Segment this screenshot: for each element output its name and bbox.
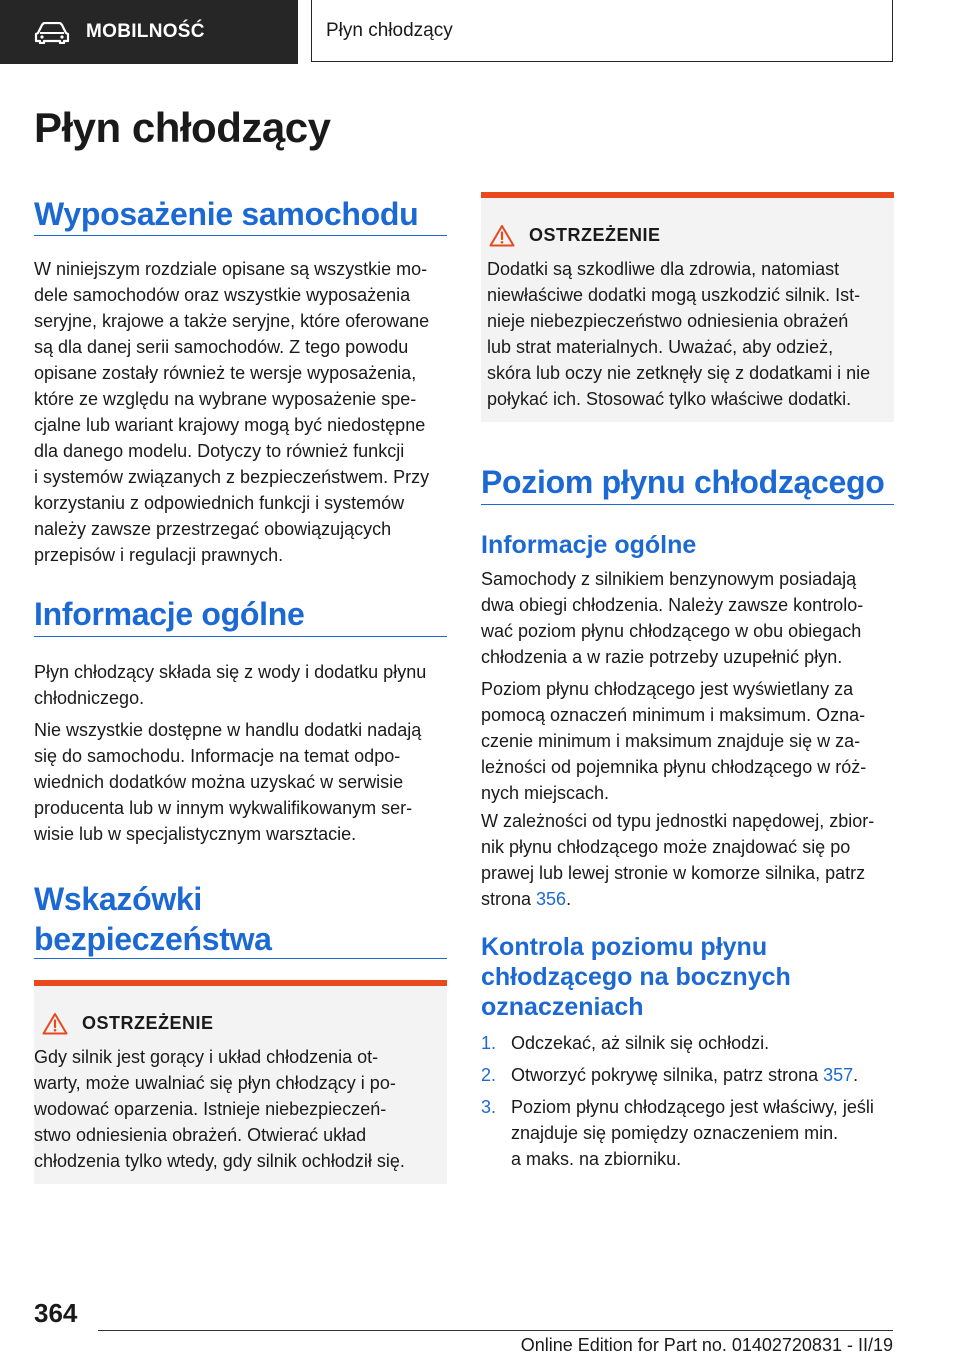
step-number: 2. [481, 1065, 497, 1085]
heading-coolant-level: Poziom płynu chłodzącego [481, 464, 885, 500]
heading-equipment: Wyposażenie samochodu [34, 196, 419, 232]
footer-rule [98, 1330, 893, 1331]
warning-text: Gdy silnik jest gorący i układ chłodzenia ot‐ warty, może uwalniać się płyn chłodzący i po‐ wodować oparzenia. Istnieje niebezpieczeń‐ stwo odniesienia obrażeń. Otwierać układ chłodzenia tylko wtedy, gdy silnik ochłodził się. [34, 1047, 405, 1171]
page-link-357[interactable]: 357 [823, 1065, 854, 1085]
page-link-356[interactable]: 356 [536, 889, 567, 909]
step-item: 1. Odczekać, aż silnik się ochłodzi. [481, 1030, 894, 1056]
general-text-1: Płyn chłodzący składa się z wody i dodatku płynu chłodniczego. [34, 662, 427, 708]
warning-header [42, 1012, 214, 1035]
step-item: 3. Poziom płynu chłodzącego jest właściwy, jeśli znajduje się pomiędzy oznaczeniem min. a maks. na zbiorniku. [481, 1094, 894, 1172]
heading-general-info: Informacje ogólne [34, 596, 305, 632]
subheading-general-info: Informacje ogólne [481, 531, 697, 559]
heading-rule [34, 958, 447, 959]
warning-box-additives [481, 192, 894, 422]
chapter-tab-label: Płyn chłodzący [326, 20, 453, 41]
section-header[interactable] [0, 0, 298, 64]
heading-rule [481, 504, 894, 505]
warning-triangle-icon [489, 224, 515, 247]
warning-header [489, 224, 661, 247]
subheading-check-level: Kontrola poziomu płynu chłodzącego na bocznych oznaczeniach [481, 933, 791, 1021]
warning-box-burns [34, 980, 447, 1184]
warning-label: OSTRZEŻENIE [82, 1013, 214, 1033]
general-text-2: Nie wszystkie dostępne w handlu dodatki nadają się do samochodu. Informacje na temat odpo‐ wiednich dodatków można uzyskać w serwisie producenta lub w innym wykwalifikowanym ser‐ wisie lub w specjalistycznym warsztacie. [34, 720, 422, 844]
warning-triangle-icon [42, 1012, 68, 1035]
section-label: MOBILNOŚĆ [86, 21, 205, 42]
car-icon [34, 22, 70, 44]
steps-list [481, 1030, 894, 1178]
heading-safety: Wskazówki bezpieczeństwa [34, 881, 272, 957]
level-text-2: Poziom płynu chłodzącego jest wyświetlany za pomocą oznaczeń minimum i maksimum. Ozna‐ czenie minimum i maksimum znajduje się w za‐ leżności od pojemnika płynu chłodzącego w róż‐ nych miejscach. [481, 679, 867, 803]
step-item: 2. Otworzyć pokrywę silnika, patrz strona 357. [481, 1062, 894, 1088]
heading-rule [34, 636, 447, 637]
page-number: 364 [34, 1298, 78, 1328]
page-title: Płyn chłodzący [34, 104, 331, 151]
warning-text: Dodatki są szkodliwe dla zdrowia, natomiast niewłaściwe dodatki mogą uszkodzić silnik. Ist‐ nieje niebezpieczeństwo odniesienia obrażeń lub strat materialnych. Uważać, aby odzież, skóra lub oczy nie zetknęły się z dodatkami i nie połykać ich. Stosować tylko właściwe dodatki. [487, 259, 871, 409]
level-text-3: W zależności od typu jednostki napędowej, zbior‐ nik płynu chłodzącego może znajdować się po prawej lub lewej stronie w komorze silnika, patrz strona 356. [481, 811, 875, 909]
equipment-text: W niniejszym rozdziale opisane są wszystkie mo‐ dele samochodów oraz wszystkie wyposażenia seryjne, krajowe a także seryjne, które oferowane są dla danej serii samochodów. Z tego powodu opisane zostały również te wersje wyposażenia, które ze względu na wybrane wyposażenie spe‐ cjalne lub wariant krajowy mogą być niedostępne dla danego modelu. Dotyczy to również funkcji i systemów związanych z bezpieczeństwem. Przy korzystaniu z odpowiednich funkcji i systemów należy zawsze przestrzegać obowiązujących przepisów i regulacji prawnych. [34, 259, 430, 565]
step-number: 1. [481, 1033, 497, 1053]
heading-rule [34, 235, 447, 236]
warning-label: OSTRZEŻENIE [529, 225, 661, 245]
step-number: 3. [481, 1097, 497, 1117]
level-text-1: Samochody z silnikiem benzynowym posiadają dwa obiegi chłodzenia. Należy zawsze kontrolo‐ wać poziom płynu chłodzącego w obu obiegach chłodzenia a w razie potrzeby uzupełnić płyn. [481, 569, 864, 667]
edition-text: Online Edition for Part no. 01402720831 - II/19 [520, 1335, 893, 1355]
chapter-tab[interactable] [311, 0, 893, 62]
